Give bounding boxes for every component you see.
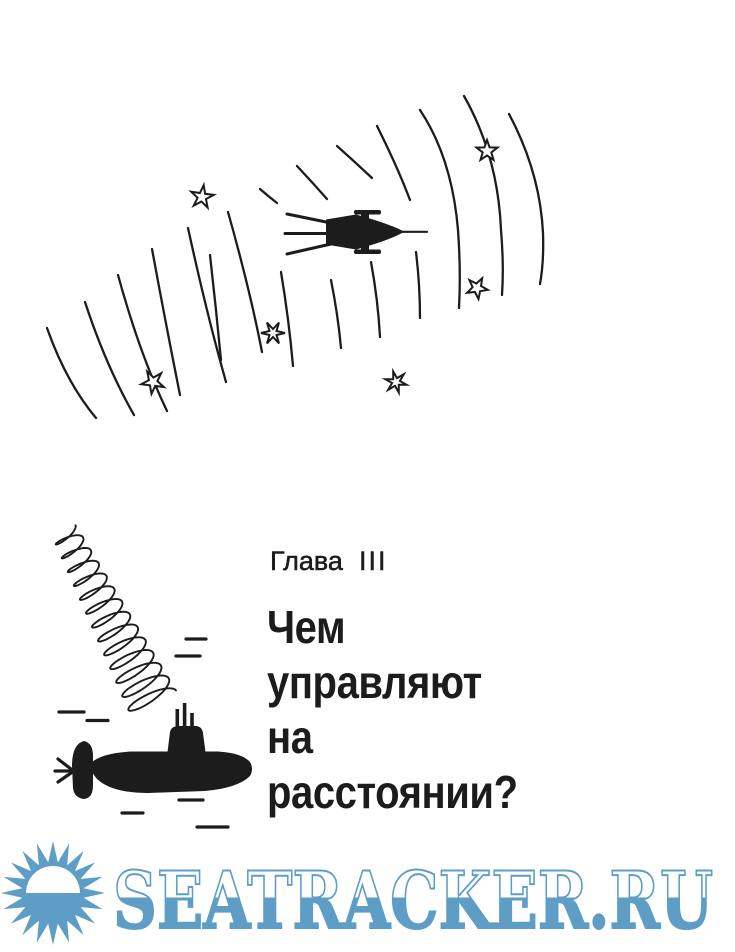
chapter-title-line: расстоянии? — [267, 766, 518, 818]
chapter-title-line: управляют — [267, 656, 482, 708]
star-icon — [385, 371, 406, 392]
star-icon — [261, 323, 285, 344]
star-icon — [477, 140, 498, 160]
watermark-text: SEATRACKER.RU — [113, 854, 713, 948]
chapter-numeral: III — [358, 546, 388, 576]
star-icon — [141, 372, 164, 394]
watermark — [1, 841, 713, 947]
signal-coil-icon — [56, 525, 177, 711]
chapter-title-line: на — [267, 711, 313, 763]
radio-wave-arcs — [47, 96, 543, 418]
chapter-label — [270, 546, 387, 576]
chapter-title — [267, 600, 518, 820]
stars — [141, 140, 497, 394]
chapter-word: Глава — [270, 546, 343, 576]
submarine-icon — [55, 703, 252, 799]
chapter-title-line: Чем — [267, 601, 346, 653]
star-icon — [467, 278, 488, 299]
sun-logo-icon — [1, 841, 105, 945]
star-icon — [191, 185, 214, 208]
propeller-icon — [55, 759, 71, 782]
rocket-icon — [285, 210, 427, 254]
